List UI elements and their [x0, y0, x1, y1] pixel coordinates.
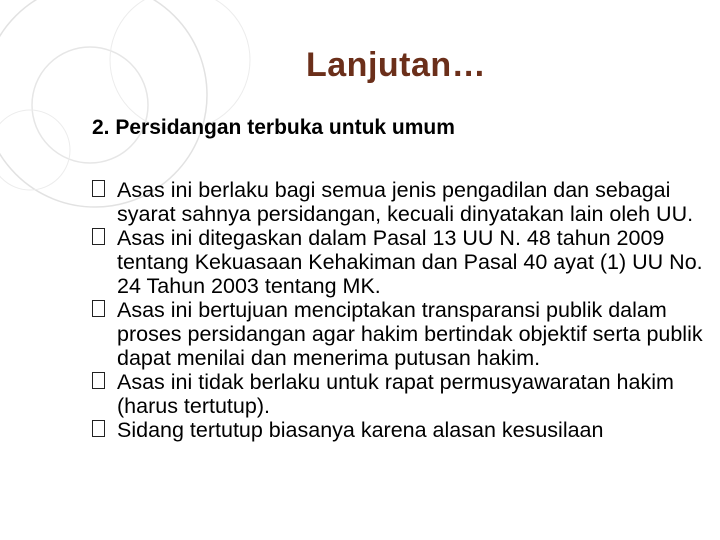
bullet-item [92, 370, 716, 418]
bullet-text: Sidang tertutup biasanya karena alasan kesusilaan [117, 418, 604, 442]
square-outline-icon [92, 228, 105, 245]
slide-subtitle: 2. Persidangan terbuka untuk umum [92, 116, 455, 139]
slide-title: Lanjutan… [306, 46, 487, 84]
square-outline-icon [92, 300, 105, 317]
bullet-item [92, 178, 716, 226]
bullet-text: Asas ini bertujuan menciptakan transparansi publik dalam proses persidangan agar hakim bertindak objektif serta publik dapat menilai dan menerima putusan hakim. [117, 298, 703, 370]
bullet-item [92, 298, 716, 370]
bullet-text: Asas ini ditegaskan dalam Pasal 13 UU N. 48 tahun 2009 tentang Kekuasaan Kehakiman dan Pasal 40 ayat (1) UU No. 24 Tahun 2003 tentang MK. [117, 226, 703, 298]
square-outline-icon [92, 420, 105, 437]
bullet-item [92, 418, 716, 442]
square-outline-icon [92, 180, 105, 197]
square-outline-icon [92, 372, 105, 389]
bullet-text: Asas ini berlaku bagi semua jenis pengadilan dan sebagai syarat sahnya persidangan, kecuali dinyatakan lain oleh UU. [117, 178, 694, 226]
bullet-list [92, 178, 716, 442]
bullet-item [92, 226, 716, 298]
bullet-text: Asas ini tidak berlaku untuk rapat permusyawaratan hakim (harus tertutup). [117, 370, 674, 418]
